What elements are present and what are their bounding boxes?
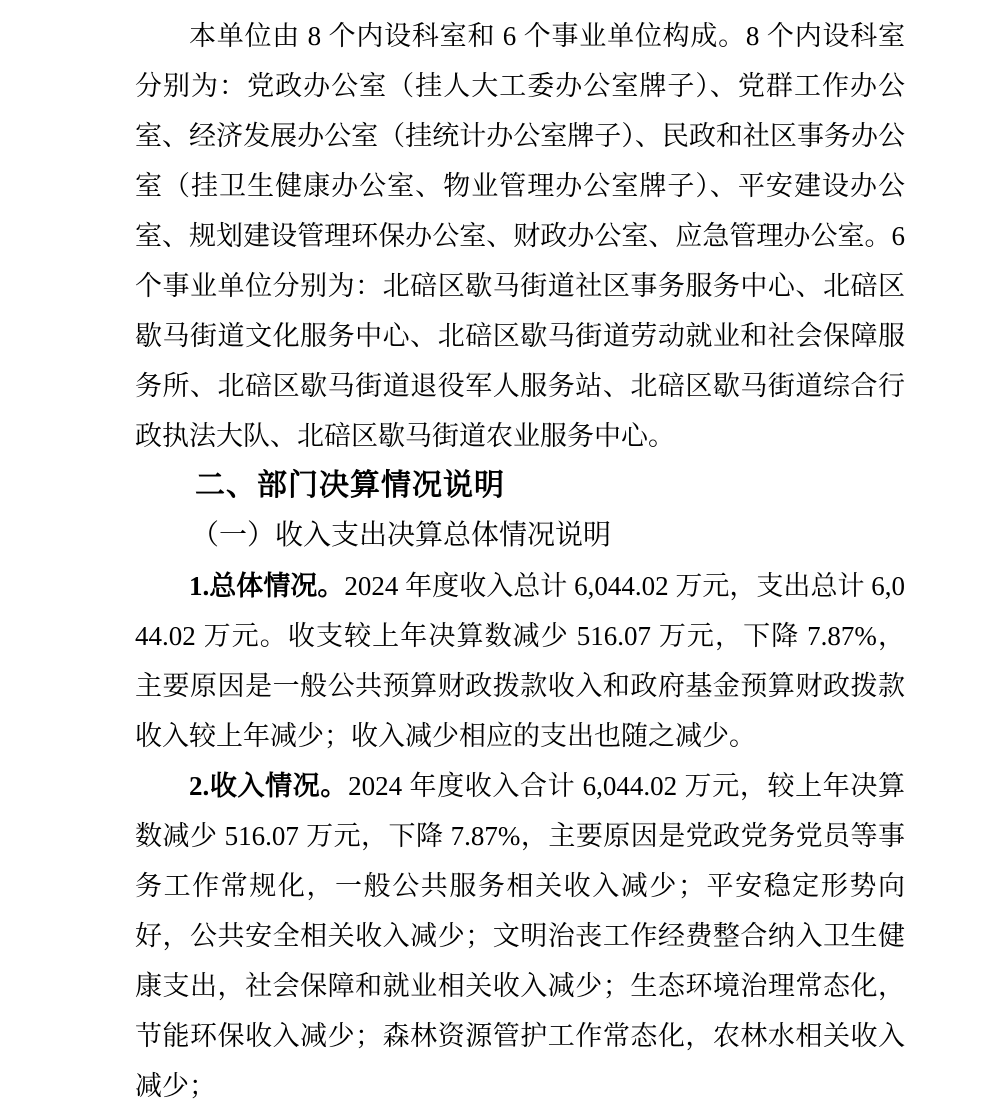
paragraph-overall-text: 2024 年度收入总计 6,044.02 万元，支出总计 6,044.02 万元。收支较上年决算数减少 516.07 万元，下降 7.87%，主要原因是一般公共预算财政拨款收入和政府基金预算财政拨款收入较上年减少；收入减少相应的支出也随之减少。 bbox=[135, 571, 906, 751]
subsection-heading-income-expenditure: （一）收入支出决算总体情况说明 bbox=[191, 520, 612, 551]
paragraph-overall-lead: 1.总体情况。 bbox=[189, 571, 345, 601]
section-heading-final-accounts: 二、部门决算情况说明 bbox=[195, 469, 505, 502]
paragraph-income-text: 2024 年度收入合计 6,044.02 万元，较上年决算数减少 516.07 万元，下降 7.87%，主要原因是党政党务党员等事务工作常规化，一般公共服务相关收入减少；平安稳定形势向好，公共安全相关收入减少；文明治丧工作经费整合纳入卫生健康支出，社会保障和就业相关收入减少；生态环境治理常态化，节能环保收入减少；森林资源管护工作常态化，农林水相关收入减少； bbox=[135, 771, 906, 1101]
paragraph-overall-situation bbox=[135, 561, 905, 761]
paragraph-unit-composition: 本单位由 8 个内设科室和 6 个事业单位构成。8 个内设科室分别为：党政办公室（挂人大工委办公室牌子）、党群工作办公室、经济发展办公室（挂统计办公室牌子）、民政和社区事务办公室（挂卫生健康办公室、物业管理办公室牌子）、平安建设办公室、规划建设管理环保办公室、财政办公室、应急管理办公室。6 个事业单位分别为：北碚区歇马街道社区事务服务中心、北碚区歇马街道文化服务中心、北碚区歇马街道劳动就业和社会保障服务所、北碚区歇马街道退役军人服务站、北碚区歇马街道综合行政执法大队、北碚区歇马街道农业服务中心。 bbox=[135, 21, 905, 451]
paragraph-income-lead: 2.收入情况。 bbox=[189, 771, 349, 801]
